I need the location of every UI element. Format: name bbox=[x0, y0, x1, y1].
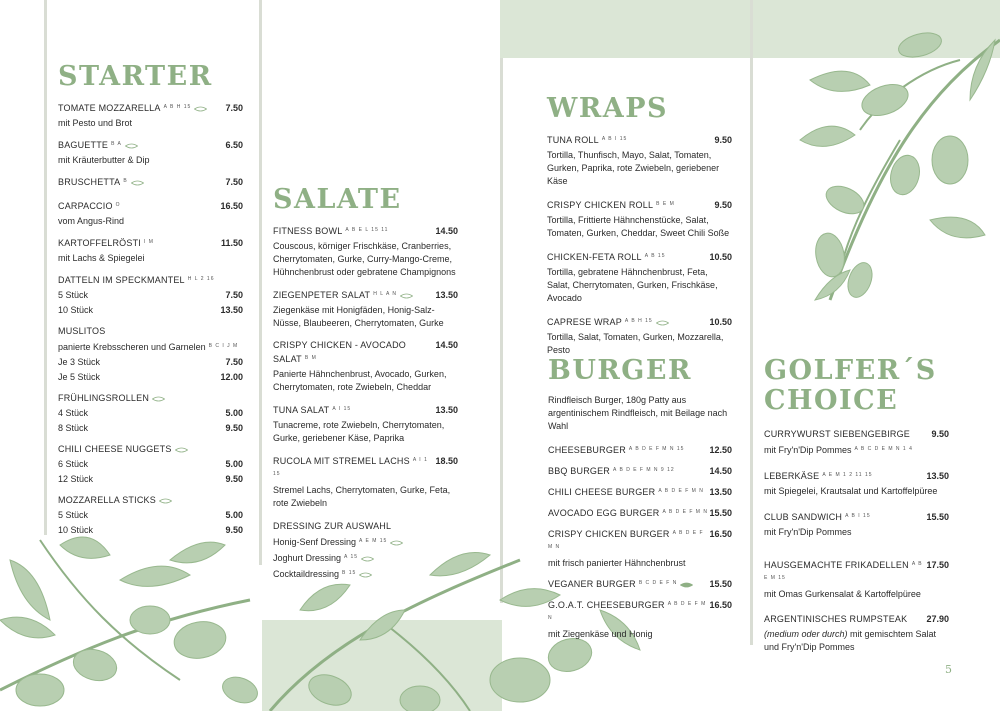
item-price: 9.50 bbox=[931, 429, 949, 439]
menu-item bbox=[547, 250, 732, 305]
menu-item bbox=[548, 485, 732, 499]
item-name: KARTOFFELRÖSTI bbox=[58, 238, 141, 248]
dressing-name: Joghurt Dressing bbox=[273, 553, 342, 563]
veggie-leaf-icon bbox=[152, 396, 165, 402]
item-description: Tortilla, gebratene Hähnchenbrust, Feta, Salat, Cherrytomaten, Gurken, Frischkäse, Avocado bbox=[547, 267, 718, 303]
item-price: 16.50 bbox=[709, 600, 732, 610]
item-price: 15.50 bbox=[926, 512, 949, 522]
item-name: TOMATE MOZZARELLA bbox=[58, 103, 161, 113]
portion-label: 10 Stück bbox=[58, 525, 94, 535]
veggie-leaf-icon bbox=[125, 143, 138, 149]
menu-item bbox=[547, 133, 732, 188]
item-name: CHEESEBURGER bbox=[548, 445, 626, 455]
item-name: MOZZARELLA STICKS bbox=[58, 495, 156, 505]
item-name: BRUSCHETTA bbox=[58, 177, 121, 187]
menu-item bbox=[58, 236, 243, 265]
portion-price: 13.50 bbox=[220, 305, 243, 315]
menu-item-sticks bbox=[58, 494, 243, 537]
item-price: 6.50 bbox=[225, 140, 243, 150]
item-allergens: A B D E F M N 15 bbox=[628, 446, 685, 452]
burger-title: BURGER bbox=[548, 355, 692, 386]
item-name: TUNA ROLL bbox=[547, 135, 599, 145]
veggie-leaf-icon bbox=[175, 447, 188, 453]
item-allergens: B E M bbox=[656, 201, 675, 207]
menu-item bbox=[273, 403, 458, 445]
item-description: Panierte Hähnchenbrust, Avocado, Gurken, Cherrytomaten, rote Zwiebeln, Cheddar bbox=[273, 369, 447, 392]
portion-price: 9.50 bbox=[225, 525, 243, 535]
item-price: 7.50 bbox=[225, 177, 243, 187]
item-name: VEGANER BURGER bbox=[548, 579, 636, 589]
menu-item bbox=[58, 199, 243, 228]
item-allergens: A B C D E M N 1 4 bbox=[854, 446, 913, 452]
item-price: 14.50 bbox=[709, 466, 732, 476]
item-description: mit Fry'n'Dip Pommes bbox=[764, 445, 852, 455]
item-description: Couscous, körniger Frischkäse, Cranberries, Cherrytomaten, Gurke, Curry-Mango-Creme, Hühnchenbrust oder gebratene Champignons bbox=[273, 241, 456, 277]
item-allergens: A B E M 15 bbox=[764, 561, 923, 581]
item-allergens: A B D E F M N bbox=[658, 488, 704, 494]
item-description: mit Lachs & Spiegelei bbox=[58, 253, 145, 263]
item-allergens: I M bbox=[143, 239, 154, 245]
item-name: G.O.A.T. CHEESEBURGER bbox=[548, 600, 665, 610]
item-name: CRISPY CHICKEN BURGER bbox=[548, 529, 670, 539]
menu-item bbox=[764, 558, 949, 601]
portion-label: 6 Stück bbox=[58, 459, 89, 469]
portion-price: 9.50 bbox=[225, 474, 243, 484]
item-description: mit Spiegelei, Krautsalat und Kartoffelpüree bbox=[764, 486, 938, 496]
item-name: LEBERKÄSE bbox=[764, 471, 820, 481]
veggie-leaf-icon bbox=[194, 106, 207, 112]
item-description: mit Pesto und Brot bbox=[58, 118, 133, 128]
portion-label: 10 Stück bbox=[58, 305, 94, 315]
item-name: CARPACCIO bbox=[58, 201, 113, 211]
menu-item bbox=[273, 288, 458, 330]
portion-price: 5.00 bbox=[225, 408, 243, 418]
menu-item bbox=[764, 613, 949, 654]
menu-item bbox=[547, 198, 732, 240]
item-description: Tortilla, Salat, Tomaten, Gurken, Mozzarella, Pesto bbox=[547, 332, 724, 355]
item-allergens: B C I J M bbox=[208, 343, 239, 349]
item-allergens: O bbox=[115, 202, 121, 208]
portion-label: 5 Stück bbox=[58, 510, 89, 520]
menu-item bbox=[764, 428, 949, 457]
veggie-leaf-icon bbox=[359, 572, 372, 578]
item-name: CLUB SANDWICH bbox=[764, 512, 843, 522]
item-description: mit Kräuterbutter & Dip bbox=[58, 155, 150, 165]
item-name: ZIEGENPETER SALAT bbox=[273, 290, 371, 300]
item-name: MUSLITOS bbox=[58, 326, 106, 336]
salate-title: SALATE bbox=[273, 184, 402, 215]
portion-price: 7.50 bbox=[225, 290, 243, 300]
starter-title: STARTER bbox=[58, 61, 213, 92]
item-allergens: A B H 15 bbox=[624, 318, 653, 324]
portion-label: 8 Stück bbox=[58, 423, 89, 433]
menu-item bbox=[58, 175, 243, 189]
item-price: 13.50 bbox=[435, 405, 458, 415]
dressing-title: DRESSING ZUR AUSWAHL bbox=[273, 521, 392, 531]
menu-item-datteln bbox=[58, 273, 243, 317]
item-allergens: A B H 15 bbox=[163, 104, 192, 110]
item-name: DATTELN IM SPECKMANTEL bbox=[58, 275, 185, 285]
item-allergens: A E M 15 bbox=[359, 538, 388, 544]
menu-item bbox=[273, 454, 458, 510]
item-allergens: A B D E F M N bbox=[548, 530, 704, 550]
item-price: 11.50 bbox=[220, 238, 243, 248]
menu-item-muslitos bbox=[58, 325, 243, 384]
item-allergens: B A bbox=[111, 141, 122, 147]
item-price: 14.50 bbox=[435, 226, 458, 236]
item-allergens: B M bbox=[304, 355, 317, 361]
menu-item bbox=[273, 339, 458, 394]
item-allergens: B C D E F N bbox=[638, 580, 678, 586]
item-description: mit Fry'n'Dip Pommes bbox=[764, 527, 852, 537]
item-allergens: H L A N bbox=[373, 291, 398, 297]
item-price: 18.50 bbox=[435, 456, 458, 466]
item-name: ARGENTINISCHES RUMPSTEAK bbox=[764, 614, 908, 624]
item-price: 13.50 bbox=[435, 290, 458, 300]
item-price: 17.50 bbox=[926, 560, 949, 570]
item-name: BBQ BURGER bbox=[548, 466, 611, 476]
item-name: AVOCADO EGG BURGER bbox=[548, 508, 660, 518]
burger-section bbox=[548, 356, 732, 641]
menu-item bbox=[58, 101, 243, 130]
item-name: CRISPY CHICKEN ROLL bbox=[547, 200, 654, 210]
menu-item bbox=[58, 138, 243, 167]
item-allergens: A B 15 bbox=[644, 253, 666, 259]
item-price: 10.50 bbox=[709, 252, 732, 262]
wraps-section bbox=[547, 94, 732, 357]
menu-item bbox=[548, 577, 732, 591]
item-name: FRÜHLINGSROLLEN bbox=[58, 393, 150, 403]
item-price: 7.50 bbox=[225, 103, 243, 113]
veggie-leaf-icon bbox=[159, 498, 172, 504]
salate-section bbox=[273, 185, 458, 581]
item-name: CHILI CHEESE NUGGETS bbox=[58, 444, 172, 454]
item-description: Ziegenkäse mit Honigfäden, Honig-Salz-Nüsse, Blaubeeren, Cherrytomaten, Gurke bbox=[273, 305, 444, 328]
veggie-leaf-icon bbox=[400, 293, 413, 299]
portion-price: 7.50 bbox=[225, 357, 243, 367]
item-name: CHICKEN-FETA ROLL bbox=[547, 252, 642, 262]
item-description: mit Ziegenkäse und Honig bbox=[548, 629, 653, 639]
menu-item bbox=[548, 527, 732, 570]
veggie-leaf-icon bbox=[131, 180, 144, 186]
menu-item bbox=[548, 443, 732, 457]
item-description: Tortilla, Thunfisch, Mayo, Salat, Tomaten, Gurken, Paprika, rote Zwiebeln, geriebener Käse bbox=[547, 150, 720, 186]
dressing-list bbox=[273, 520, 458, 581]
dressing-name: Cocktaildressing bbox=[273, 569, 340, 579]
item-description: vom Angus-Rind bbox=[58, 216, 125, 226]
portion-label: Je 3 Stück bbox=[58, 357, 101, 367]
burger-intro: Rindfleisch Burger, 180g Patty aus argentinischem Rindfleisch, mit Beilage nach Wahl bbox=[548, 395, 728, 431]
item-description: mit gemischtem Salat und Fry'n'Dip Pommes bbox=[764, 629, 937, 652]
item-allergens: A I 15 bbox=[332, 406, 352, 412]
veggie-leaf-icon bbox=[390, 540, 403, 546]
menu-item-fruehlingsrollen bbox=[58, 392, 243, 435]
item-allergens: A B D E F M N bbox=[548, 601, 707, 621]
item-description: panierte Krebsscheren und Garnelen bbox=[58, 342, 206, 352]
item-description: Tortilla, Frittierte Hähnchenstücke, Salat, Tomaten, Gurken, Cheddar, Sweet Chili Soße bbox=[547, 215, 730, 238]
portion-label: 5 Stück bbox=[58, 290, 89, 300]
portion-price: 12.00 bbox=[220, 372, 243, 382]
item-allergens: A B I 15 bbox=[601, 136, 628, 142]
item-price: 9.50 bbox=[714, 135, 732, 145]
item-description: mit Omas Gurkensalat & Kartoffelpüree bbox=[764, 589, 921, 599]
item-price: 27.90 bbox=[926, 614, 949, 624]
veggie-leaf-icon bbox=[361, 556, 374, 562]
item-allergens: B 15 bbox=[342, 570, 357, 576]
item-price: 13.50 bbox=[926, 471, 949, 481]
item-name: TUNA SALAT bbox=[273, 405, 330, 415]
menu-item bbox=[548, 506, 732, 520]
item-description: Stremel Lachs, Cherrytomaten, Gurke, Feta, rote Zwiebeln bbox=[273, 485, 451, 508]
portion-price: 5.00 bbox=[225, 459, 243, 469]
item-price: 10.50 bbox=[709, 317, 732, 327]
item-name: RUCOLA MIT STREMEL LACHS bbox=[273, 456, 410, 466]
item-name: CRISPY CHICKEN - AVOCADO SALAT bbox=[273, 340, 406, 364]
portion-label: Je 5 Stück bbox=[58, 372, 101, 382]
item-price: 12.50 bbox=[709, 445, 732, 455]
item-price: 14.50 bbox=[435, 340, 458, 350]
portion-label: 4 Stück bbox=[58, 408, 89, 418]
item-description: mit frisch panierter Hähnchenbrust bbox=[548, 558, 686, 568]
menu-item bbox=[547, 315, 732, 357]
item-price: 16.50 bbox=[220, 201, 243, 211]
menu-item-nuggets bbox=[58, 443, 243, 486]
portion-label: 12 Stück bbox=[58, 474, 94, 484]
item-allergens: B bbox=[123, 178, 128, 184]
menu-item bbox=[764, 469, 949, 498]
item-allergens: A B E L 15 11 bbox=[345, 227, 389, 233]
item-description: Tunacreme, rote Zwiebeln, Cherrytomaten, Gurke, geriebener Käse, Paprika bbox=[273, 420, 445, 443]
wraps-title: WRAPS bbox=[547, 93, 669, 124]
item-allergens: A I 1 15 bbox=[273, 457, 428, 477]
item-allergens: A E M 1 2 11 15 bbox=[822, 472, 873, 478]
golfers-choice-section bbox=[764, 356, 949, 654]
dressing-name: Honig-Senf Dressing bbox=[273, 537, 357, 547]
menu-item bbox=[273, 224, 458, 279]
item-name: CHILI CHEESE BURGER bbox=[548, 487, 656, 497]
item-price: 9.50 bbox=[714, 200, 732, 210]
item-allergens: A B D E F M N 9 12 bbox=[613, 467, 675, 473]
item-name: CURRYWURST SIEBENGEBIRGE bbox=[764, 429, 910, 439]
golfers-title-line1: GOLFER´S bbox=[764, 355, 937, 386]
item-price: 15.50 bbox=[709, 508, 732, 518]
item-price: 13.50 bbox=[709, 487, 732, 497]
item-price: 15.50 bbox=[709, 579, 732, 589]
portion-price: 9.50 bbox=[225, 423, 243, 433]
item-name: BAGUETTE bbox=[58, 140, 109, 150]
menu-item bbox=[548, 598, 732, 641]
item-allergens: A 15 bbox=[344, 554, 359, 560]
item-description-italic: (medium oder durch) bbox=[764, 629, 848, 639]
item-name: HAUSGEMACHTE FRIKADELLEN bbox=[764, 560, 909, 570]
item-name: FITNESS BOWL bbox=[273, 226, 343, 236]
item-allergens: A B I 15 bbox=[845, 513, 871, 519]
veggie-leaf-icon bbox=[656, 320, 669, 326]
menu-item bbox=[548, 464, 732, 478]
item-allergens: H L 2 16 bbox=[187, 276, 215, 282]
portion-price: 5.00 bbox=[225, 510, 243, 520]
item-price: 16.50 bbox=[709, 529, 732, 539]
golfers-title-line2: CHOICE bbox=[764, 385, 899, 416]
page-number: 5 bbox=[945, 663, 952, 676]
vegan-leaf-icon bbox=[680, 582, 693, 588]
menu-item bbox=[764, 510, 949, 539]
starter-section bbox=[58, 62, 243, 537]
item-name: CAPRESE WRAP bbox=[547, 317, 622, 327]
item-allergens: A B D E F M N bbox=[662, 509, 708, 515]
